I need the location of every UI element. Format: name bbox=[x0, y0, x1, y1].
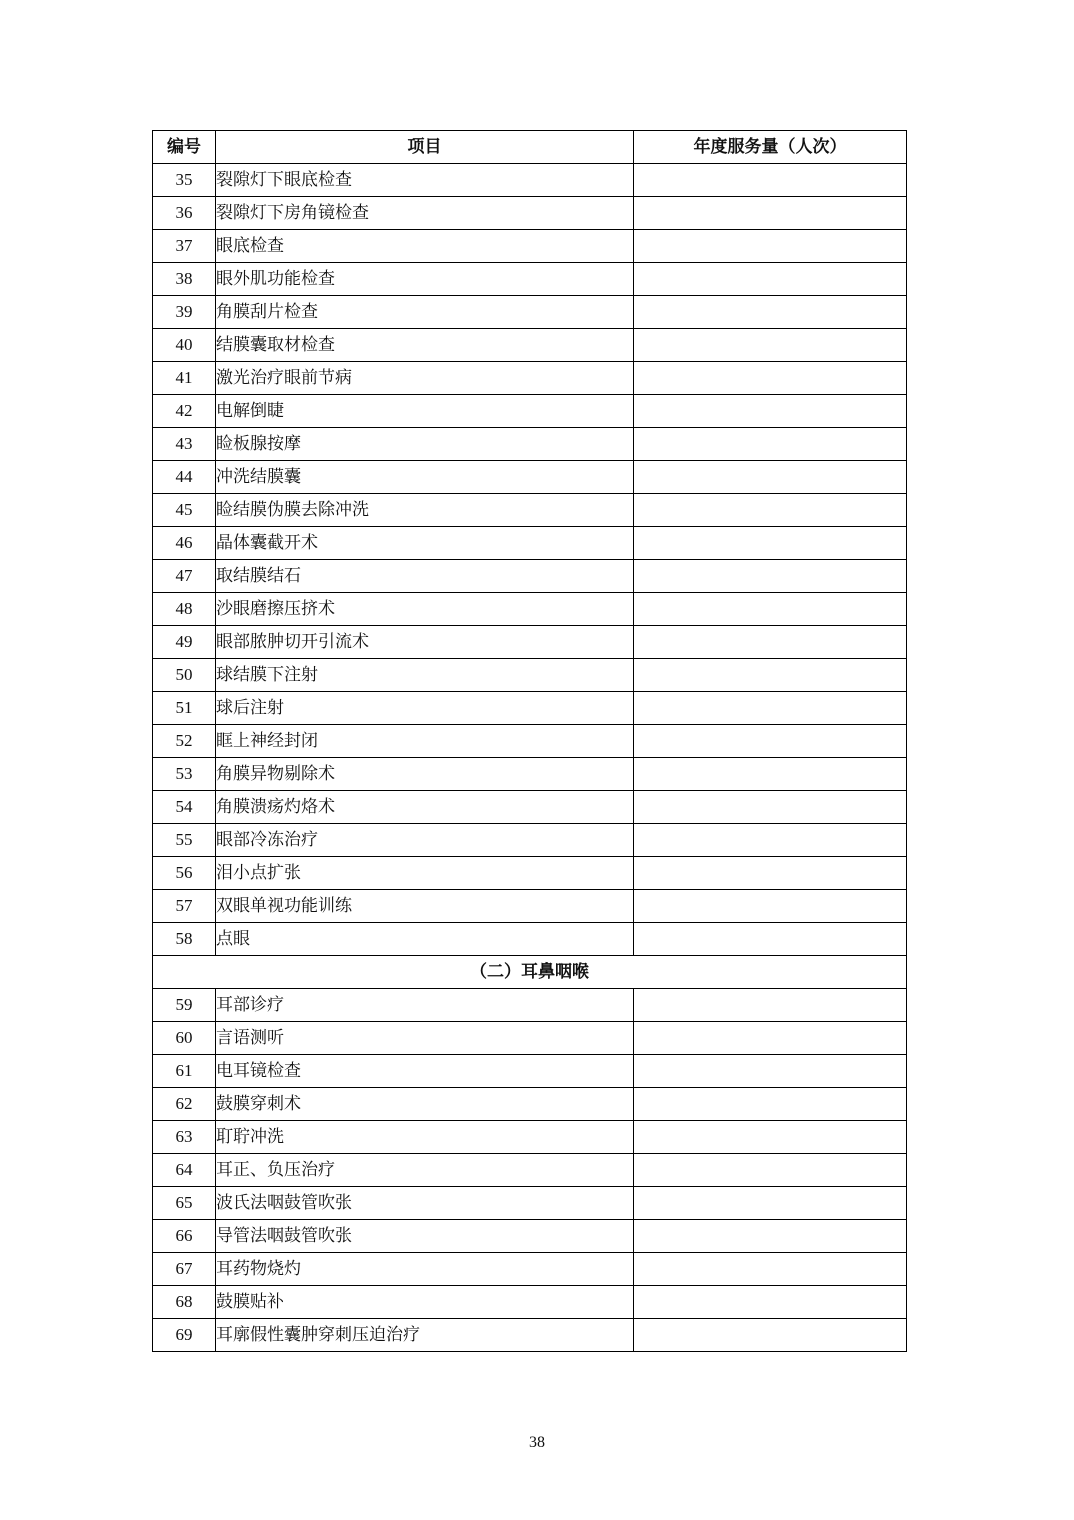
row-volume-cell bbox=[634, 1187, 907, 1220]
row-volume-cell bbox=[634, 527, 907, 560]
row-item-cell: 点眼 bbox=[216, 923, 634, 956]
row-item-cell: 角膜溃疡灼烙术 bbox=[216, 791, 634, 824]
row-number-cell: 35 bbox=[153, 164, 216, 197]
table-row bbox=[153, 725, 907, 758]
row-number-cell: 64 bbox=[153, 1154, 216, 1187]
row-number-cell: 58 bbox=[153, 923, 216, 956]
row-item-cell: 睑板腺按摩 bbox=[216, 428, 634, 461]
row-volume-cell bbox=[634, 164, 907, 197]
row-volume-cell bbox=[634, 296, 907, 329]
row-number-cell: 47 bbox=[153, 560, 216, 593]
row-item-cell: 言语测听 bbox=[216, 1022, 634, 1055]
row-number-cell: 44 bbox=[153, 461, 216, 494]
table-row bbox=[153, 296, 907, 329]
row-volume-cell bbox=[634, 230, 907, 263]
row-volume-cell bbox=[634, 1055, 907, 1088]
table-row bbox=[153, 824, 907, 857]
table-row bbox=[153, 923, 907, 956]
row-item-cell: 泪小点扩张 bbox=[216, 857, 634, 890]
header-annual-volume: 年度服务量（人次） bbox=[634, 131, 907, 164]
table-row bbox=[153, 1154, 907, 1187]
row-number-cell: 49 bbox=[153, 626, 216, 659]
table-row bbox=[153, 1220, 907, 1253]
row-volume-cell bbox=[634, 758, 907, 791]
row-item-cell: 耳药物烧灼 bbox=[216, 1253, 634, 1286]
row-volume-cell bbox=[634, 1121, 907, 1154]
row-item-cell: 晶体囊截开术 bbox=[216, 527, 634, 560]
row-item-cell: 鼓膜穿刺术 bbox=[216, 1088, 634, 1121]
table-row bbox=[153, 461, 907, 494]
row-number-cell: 41 bbox=[153, 362, 216, 395]
table-row bbox=[153, 1319, 907, 1352]
row-item-cell: 耵聍冲洗 bbox=[216, 1121, 634, 1154]
row-number-cell: 65 bbox=[153, 1187, 216, 1220]
row-item-cell: 耳廓假性囊肿穿刺压迫治疗 bbox=[216, 1319, 634, 1352]
row-item-cell: 球结膜下注射 bbox=[216, 659, 634, 692]
row-volume-cell bbox=[634, 725, 907, 758]
row-volume-cell bbox=[634, 263, 907, 296]
row-volume-cell bbox=[634, 989, 907, 1022]
row-volume-cell bbox=[634, 1022, 907, 1055]
table-row bbox=[153, 626, 907, 659]
table-row bbox=[153, 758, 907, 791]
table-row bbox=[153, 395, 907, 428]
row-number-cell: 56 bbox=[153, 857, 216, 890]
table-row bbox=[153, 1088, 907, 1121]
table-row bbox=[153, 329, 907, 362]
table-row bbox=[153, 362, 907, 395]
row-item-cell: 冲洗结膜囊 bbox=[216, 461, 634, 494]
row-volume-cell bbox=[634, 329, 907, 362]
row-number-cell: 52 bbox=[153, 725, 216, 758]
row-volume-cell bbox=[634, 1253, 907, 1286]
row-volume-cell bbox=[634, 857, 907, 890]
row-volume-cell bbox=[634, 791, 907, 824]
row-number-cell: 57 bbox=[153, 890, 216, 923]
table-row bbox=[153, 560, 907, 593]
row-volume-cell bbox=[634, 923, 907, 956]
table-row bbox=[153, 1286, 907, 1319]
table-row bbox=[153, 1121, 907, 1154]
row-volume-cell bbox=[634, 362, 907, 395]
table-row bbox=[153, 692, 907, 725]
section-title: （二）耳鼻咽喉 bbox=[153, 956, 907, 989]
row-number-cell: 66 bbox=[153, 1220, 216, 1253]
row-volume-cell bbox=[634, 1088, 907, 1121]
row-number-cell: 54 bbox=[153, 791, 216, 824]
table-row bbox=[153, 428, 907, 461]
row-number-cell: 45 bbox=[153, 494, 216, 527]
table-row bbox=[153, 1055, 907, 1088]
row-item-cell: 角膜刮片检查 bbox=[216, 296, 634, 329]
row-item-cell: 睑结膜伪膜去除冲洗 bbox=[216, 494, 634, 527]
row-volume-cell bbox=[634, 1319, 907, 1352]
row-item-cell: 耳正、负压治疗 bbox=[216, 1154, 634, 1187]
row-volume-cell bbox=[634, 593, 907, 626]
row-item-cell: 电耳镜检查 bbox=[216, 1055, 634, 1088]
table-row bbox=[153, 989, 907, 1022]
row-item-cell: 结膜囊取材检查 bbox=[216, 329, 634, 362]
page-number: 38 bbox=[529, 1434, 545, 1451]
row-volume-cell bbox=[634, 1220, 907, 1253]
row-number-cell: 67 bbox=[153, 1253, 216, 1286]
row-item-cell: 激光治疗眼前节病 bbox=[216, 362, 634, 395]
section-row bbox=[153, 956, 907, 989]
row-item-cell: 眼部冷冻治疗 bbox=[216, 824, 634, 857]
row-item-cell: 眼底检查 bbox=[216, 230, 634, 263]
row-volume-cell bbox=[634, 395, 907, 428]
row-volume-cell bbox=[634, 626, 907, 659]
row-number-cell: 39 bbox=[153, 296, 216, 329]
row-volume-cell bbox=[634, 197, 907, 230]
row-item-cell: 双眼单视功能训练 bbox=[216, 890, 634, 923]
row-item-cell: 导管法咽鼓管吹张 bbox=[216, 1220, 634, 1253]
row-item-cell: 耳部诊疗 bbox=[216, 989, 634, 1022]
row-volume-cell bbox=[634, 560, 907, 593]
row-number-cell: 55 bbox=[153, 824, 216, 857]
row-volume-cell bbox=[634, 692, 907, 725]
section-ent bbox=[153, 956, 907, 989]
row-item-cell: 裂隙灯下眼底检查 bbox=[216, 164, 634, 197]
row-item-cell: 眶上神经封闭 bbox=[216, 725, 634, 758]
table-row bbox=[153, 197, 907, 230]
row-number-cell: 62 bbox=[153, 1088, 216, 1121]
row-item-cell: 眼部脓肿切开引流术 bbox=[216, 626, 634, 659]
row-volume-cell bbox=[634, 1286, 907, 1319]
row-volume-cell bbox=[634, 824, 907, 857]
row-number-cell: 53 bbox=[153, 758, 216, 791]
row-item-cell: 电解倒睫 bbox=[216, 395, 634, 428]
row-item-cell: 波氏法咽鼓管吹张 bbox=[216, 1187, 634, 1220]
table-row bbox=[153, 1022, 907, 1055]
row-volume-cell bbox=[634, 659, 907, 692]
row-number-cell: 50 bbox=[153, 659, 216, 692]
table-row bbox=[153, 791, 907, 824]
table-row bbox=[153, 230, 907, 263]
row-number-cell: 38 bbox=[153, 263, 216, 296]
table-header-row bbox=[153, 131, 907, 164]
table-row bbox=[153, 1187, 907, 1220]
table-row bbox=[153, 593, 907, 626]
row-number-cell: 63 bbox=[153, 1121, 216, 1154]
row-number-cell: 40 bbox=[153, 329, 216, 362]
table-row bbox=[153, 527, 907, 560]
row-item-cell: 取结膜结石 bbox=[216, 560, 634, 593]
row-volume-cell bbox=[634, 428, 907, 461]
row-number-cell: 61 bbox=[153, 1055, 216, 1088]
table-row bbox=[153, 890, 907, 923]
row-number-cell: 51 bbox=[153, 692, 216, 725]
row-volume-cell bbox=[634, 890, 907, 923]
row-number-cell: 43 bbox=[153, 428, 216, 461]
row-item-cell: 球后注射 bbox=[216, 692, 634, 725]
row-number-cell: 37 bbox=[153, 230, 216, 263]
table-row bbox=[153, 263, 907, 296]
row-number-cell: 60 bbox=[153, 1022, 216, 1055]
service-volume-table bbox=[152, 130, 907, 1352]
row-number-cell: 68 bbox=[153, 1286, 216, 1319]
row-number-cell: 36 bbox=[153, 197, 216, 230]
table-row bbox=[153, 164, 907, 197]
row-volume-cell bbox=[634, 494, 907, 527]
row-item-cell: 沙眼磨擦压挤术 bbox=[216, 593, 634, 626]
table-row bbox=[153, 857, 907, 890]
row-item-cell: 眼外肌功能检查 bbox=[216, 263, 634, 296]
row-number-cell: 59 bbox=[153, 989, 216, 1022]
row-number-cell: 48 bbox=[153, 593, 216, 626]
row-volume-cell bbox=[634, 461, 907, 494]
ent-rows bbox=[153, 989, 907, 1352]
table-row bbox=[153, 659, 907, 692]
ophthalmology-rows bbox=[153, 164, 907, 956]
table-row bbox=[153, 1253, 907, 1286]
row-number-cell: 42 bbox=[153, 395, 216, 428]
table-row bbox=[153, 494, 907, 527]
header-number: 编号 bbox=[153, 131, 216, 164]
row-item-cell: 裂隙灯下房角镜检查 bbox=[216, 197, 634, 230]
row-volume-cell bbox=[634, 1154, 907, 1187]
row-number-cell: 46 bbox=[153, 527, 216, 560]
row-number-cell: 69 bbox=[153, 1319, 216, 1352]
header-item: 项目 bbox=[216, 131, 634, 164]
row-item-cell: 角膜异物剔除术 bbox=[216, 758, 634, 791]
row-item-cell: 鼓膜贴补 bbox=[216, 1286, 634, 1319]
